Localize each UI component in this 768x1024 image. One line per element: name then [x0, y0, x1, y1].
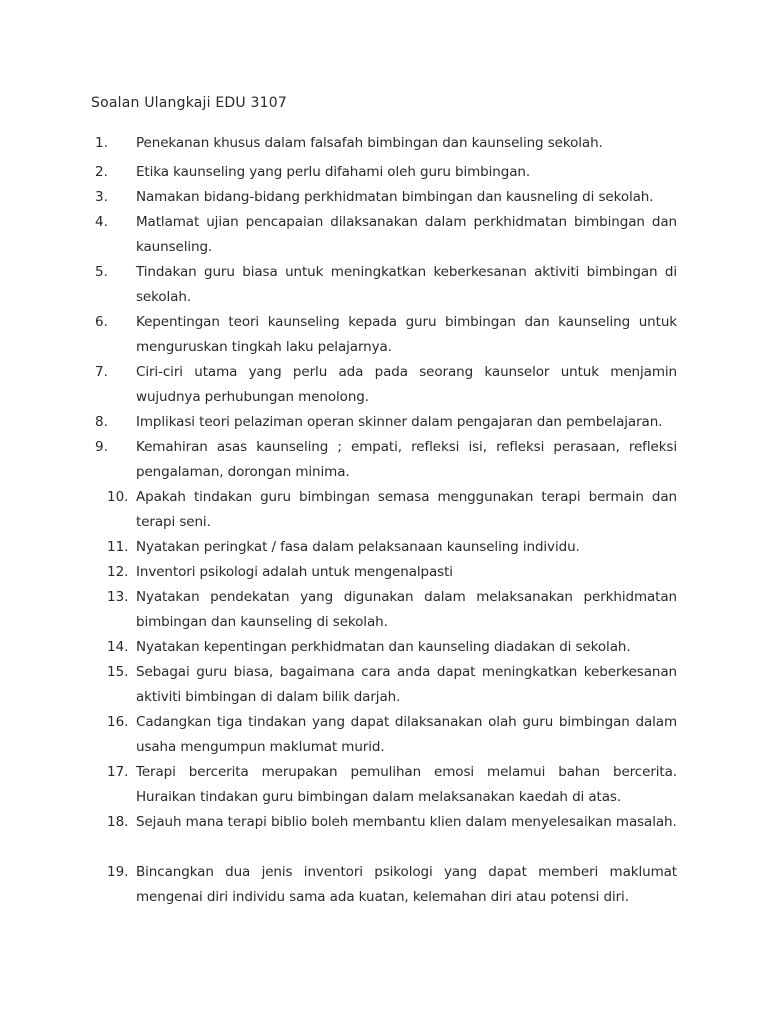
question-text: Sejauh mana terapi biblio boleh membantu klien dalam menyelesaikan masalah. [136, 814, 677, 830]
question-text: Namakan bidang-bidang perkhidmatan bimbingan dan kausneling di sekolah. [136, 189, 654, 205]
question-text: Cadangkan tiga tindakan yang dapat dilaksanakan olah guru bimbingan dalam usaha mengumpun maklumat murid. [136, 714, 677, 755]
question-number: 2. [95, 164, 108, 180]
question-text: Kemahiran asas kaunseling ; empati, refleksi isi, refleksi perasaan, refleksi pengalaman, dorongan minima. [136, 439, 677, 480]
question-number: 17. [107, 764, 129, 780]
question-number: 19. [107, 864, 129, 880]
question-text: Apakah tindakan guru bimbingan semasa menggunakan terapi bermain dan terapi seni. [136, 489, 677, 530]
question-number: 11. [107, 539, 129, 555]
question-text: Ciri-ciri utama yang perlu ada pada seorang kaunselor untuk menjamin wujudnya perhubungan menolong. [136, 364, 677, 405]
document-title: Soalan Ulangkaji EDU 3107 [91, 95, 287, 111]
question-number: 9. [95, 439, 108, 455]
question-text: Sebagai guru biasa, bagaimana cara anda dapat meningkatkan keberkesanan aktiviti bimbingan di dalam bilik darjah. [136, 664, 677, 705]
question-text: Kepentingan teori kaunseling kepada guru bimbingan dan kaunseling untuk menguruskan tingkah laku pelajarnya. [136, 314, 677, 355]
question-number: 16. [107, 714, 129, 730]
question-number: 12. [107, 564, 129, 580]
question-number: 4. [95, 214, 108, 230]
question-number: 3. [95, 189, 108, 205]
question-number: 1. [95, 135, 108, 151]
question-number: 8. [95, 414, 108, 430]
question-text: Etika kaunseling yang perlu difahami oleh guru bimbingan. [136, 164, 531, 180]
question-number: 13. [107, 589, 129, 605]
question-number: 10. [107, 489, 129, 505]
question-text: Inventori psikologi adalah untuk mengenalpasti [136, 564, 453, 580]
question-text: Implikasi teori pelaziman operan skinner dalam pengajaran dan pembelajaran. [136, 414, 663, 430]
question-text: Matlamat ujian pencapaian dilaksanakan dalam perkhidmatan bimbingan dan kaunseling. [136, 214, 677, 255]
question-number: 15. [107, 664, 129, 680]
question-text: Nyatakan pendekatan yang digunakan dalam melaksanakan perkhidmatan bimbingan dan kaunseling di sekolah. [136, 589, 677, 630]
question-number: 6. [95, 314, 108, 330]
question-text: Penekanan khusus dalam falsafah bimbingan dan kaunseling sekolah. [136, 135, 603, 151]
question-number: 14. [107, 639, 129, 655]
question-number: 7. [95, 364, 108, 380]
question-number: 5. [95, 264, 108, 280]
question-text: Tindakan guru biasa untuk meningkatkan keberkesanan aktiviti bimbingan di sekolah. [136, 264, 677, 305]
question-number: 18. [107, 814, 129, 830]
question-text: Nyatakan peringkat / fasa dalam pelaksanaan kaunseling individu. [136, 539, 580, 555]
question-text: Nyatakan kepentingan perkhidmatan dan kaunseling diadakan di sekolah. [136, 639, 631, 655]
question-text: Bincangkan dua jenis inventori psikologi yang dapat memberi maklumat mengenai diri individu sama ada kuatan, kelemahan diri atau potensi diri. [136, 864, 677, 905]
question-text: Terapi bercerita merupakan pemulihan emosi melamui bahan bercerita. Huraikan tindakan guru bimbingan dalam melaksanakan kaedah di atas. [136, 764, 677, 805]
